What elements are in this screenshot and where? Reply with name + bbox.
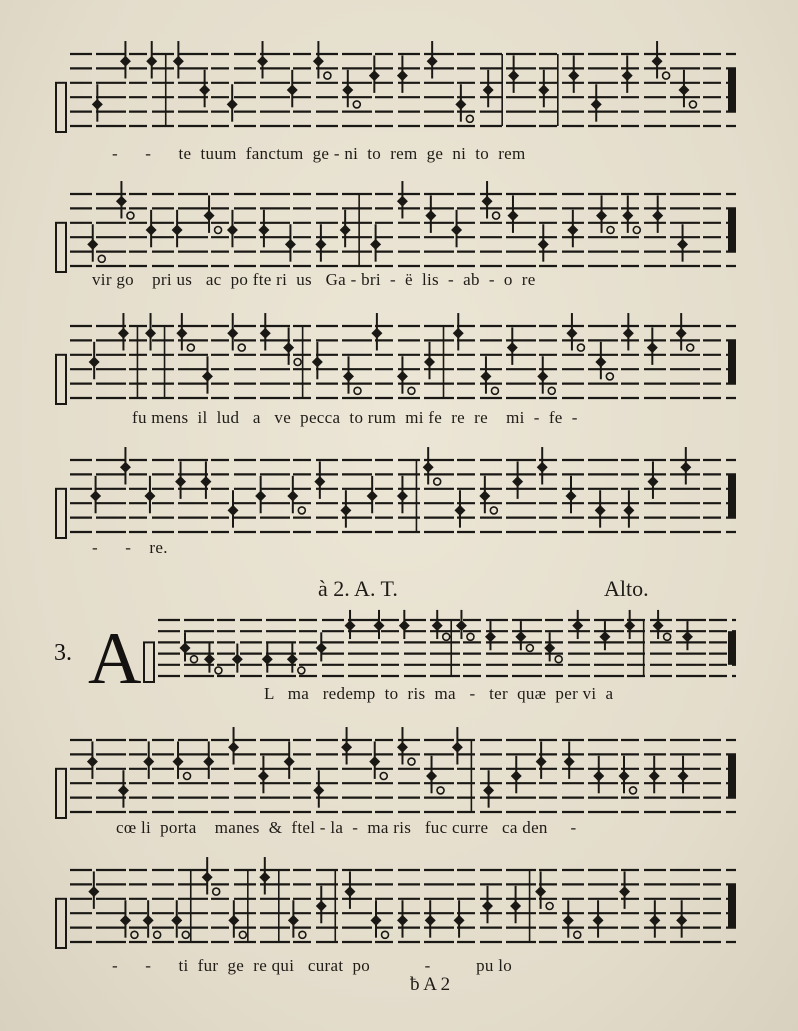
music-system-5 (140, 606, 742, 703)
note-glyph (316, 886, 327, 923)
lyric-line: vir go pri us ac po fte ri us Ga - bri - ë lis - ab - o re (92, 270, 536, 289)
note-glyph (227, 313, 245, 351)
note-glyph (92, 84, 103, 121)
note-glyph (453, 313, 464, 350)
note-glyph (232, 644, 243, 673)
note-glyph (508, 55, 519, 92)
note-glyph (89, 342, 100, 379)
lyric-line: L ma redemp to ris ma - ter quæ per vi a (264, 684, 614, 703)
note-glyph (647, 461, 658, 498)
note-glyph (596, 195, 614, 233)
note-glyph (425, 900, 436, 937)
note-glyph (284, 741, 295, 778)
note-glyph (202, 356, 213, 393)
note-glyph (515, 621, 533, 651)
note-glyph (623, 313, 634, 350)
note-glyph (423, 447, 441, 485)
staff (140, 606, 742, 686)
end-bar (728, 340, 736, 383)
note-glyph (456, 610, 474, 640)
note-glyph (374, 610, 385, 639)
note-glyph (622, 55, 633, 92)
note-glyph (173, 41, 184, 78)
note-glyph (204, 644, 222, 674)
note-glyph (432, 610, 450, 640)
note-glyph (479, 476, 497, 514)
note-glyph (227, 84, 238, 121)
note-glyph (285, 224, 296, 261)
note-glyph (87, 741, 98, 778)
note-glyph (507, 195, 518, 232)
note-glyph (146, 41, 157, 78)
note-glyph (454, 490, 465, 527)
end-bar (728, 208, 736, 251)
note-glyph (480, 356, 498, 394)
note-glyph (200, 461, 211, 498)
note-glyph (510, 886, 521, 923)
note-glyph (313, 41, 331, 79)
note-glyph (652, 41, 670, 79)
note-glyph (288, 900, 306, 938)
note-glyph (427, 41, 438, 78)
note-glyph (538, 70, 549, 107)
note-glyph (145, 313, 156, 350)
note-glyph (367, 476, 378, 513)
note-glyph (399, 610, 410, 639)
note-glyph (397, 356, 415, 394)
clef-mark (56, 899, 66, 948)
note-glyph (228, 900, 246, 938)
note-glyph (369, 741, 387, 779)
music-system-7 (52, 856, 742, 975)
note-glyph (173, 741, 191, 779)
note-glyph (344, 871, 355, 908)
note-glyph (544, 632, 562, 662)
note-glyph (371, 900, 389, 938)
note-glyph (287, 476, 305, 514)
note-glyph (535, 871, 553, 909)
staff (52, 40, 742, 136)
signature-mark: ƀ A 2 (410, 974, 451, 995)
music-system-6 (52, 726, 742, 837)
note-glyph (88, 871, 99, 908)
note-glyph (370, 224, 381, 261)
note-glyph (567, 210, 578, 247)
note-glyph (678, 756, 689, 793)
note-glyph (483, 70, 494, 107)
note-glyph (315, 224, 326, 261)
note-glyph (649, 900, 660, 937)
note-glyph (118, 770, 129, 807)
note-glyph (90, 476, 101, 513)
note-glyph (258, 756, 269, 793)
note-glyph (624, 610, 635, 639)
note-glyph (426, 756, 444, 794)
note-glyph (563, 900, 581, 938)
note-glyph (451, 210, 462, 247)
note-glyph (340, 210, 351, 247)
note-glyph (257, 41, 268, 78)
note-glyph (647, 327, 658, 364)
note-glyph (146, 210, 157, 247)
note-glyph (179, 632, 197, 662)
note-glyph (340, 490, 351, 527)
note-glyph (316, 632, 327, 661)
note-glyph (455, 84, 473, 122)
note-glyph (482, 181, 500, 219)
note-glyph (314, 461, 325, 498)
note-glyph (568, 55, 579, 92)
note-glyph (312, 342, 323, 379)
note-glyph (199, 70, 210, 107)
note-glyph (485, 621, 496, 650)
note-glyph (622, 195, 640, 233)
note-glyph (652, 195, 663, 232)
part-heading: Alto. (604, 576, 649, 601)
note-glyph (116, 181, 134, 219)
end-bar (728, 474, 736, 517)
note-glyph (203, 741, 214, 778)
note-glyph (676, 313, 694, 351)
note-glyph (595, 490, 606, 527)
note-glyph (228, 727, 239, 764)
music-system-2 (52, 180, 742, 289)
note-glyph (482, 886, 493, 923)
lyric-line: fu mens il lud a ve pecca to rum mi fe re re mi - fe - (132, 408, 578, 427)
note-glyph (564, 741, 575, 778)
note-glyph (397, 55, 408, 92)
note-glyph (425, 195, 436, 232)
music-system-1 (52, 40, 742, 163)
note-glyph (341, 727, 352, 764)
note-glyph (171, 900, 189, 938)
note-glyph (176, 313, 194, 351)
note-glyph (144, 476, 155, 513)
staff (52, 856, 742, 952)
note-glyph (287, 70, 298, 107)
note-glyph (371, 313, 382, 350)
note-glyph (369, 55, 380, 92)
decorated-initial: A (88, 618, 142, 700)
note-glyph (536, 741, 547, 778)
note-glyph (623, 490, 634, 527)
note-glyph (283, 327, 301, 365)
clef-mark (56, 355, 66, 404)
note-glyph (649, 756, 660, 793)
note-glyph (204, 195, 222, 233)
note-glyph (258, 210, 269, 247)
note-glyph (593, 900, 604, 937)
clef-mark (56, 769, 66, 818)
note-glyph (202, 857, 220, 895)
lyric-line: - - te tuum fanctum ge - ni to rem ge ni to rem (112, 144, 526, 163)
note-glyph (227, 210, 238, 247)
note-glyph (452, 727, 463, 764)
note-glyph (678, 70, 696, 108)
staff (52, 726, 742, 822)
note-glyph (591, 84, 602, 121)
note-glyph (566, 313, 584, 351)
note-glyph (677, 224, 688, 261)
note-glyph (537, 447, 548, 484)
note-glyph (397, 476, 408, 513)
note-glyph (511, 756, 522, 793)
note-glyph (507, 327, 518, 364)
staff (52, 312, 742, 408)
note-glyph (143, 900, 161, 938)
clef-mark (56, 83, 66, 132)
end-bar (728, 884, 736, 927)
note-glyph (599, 621, 610, 650)
lyric-line: - - re. (92, 538, 168, 557)
lyric-line: - - ti fur ge re qui curat po - pu lo (112, 956, 513, 975)
staff (52, 446, 742, 542)
note-glyph (227, 490, 238, 527)
clef-mark (144, 642, 154, 682)
note-glyph (345, 610, 356, 639)
note-glyph (172, 210, 183, 247)
note-glyph (566, 476, 577, 513)
note-glyph (262, 644, 273, 673)
note-glyph (397, 181, 408, 218)
note-glyph (118, 313, 129, 350)
voices-heading: à 2. A. T. (318, 576, 398, 601)
clef-mark (56, 223, 66, 272)
note-glyph (593, 756, 604, 793)
note-glyph (87, 224, 105, 262)
note-glyph (120, 900, 138, 938)
end-bar (728, 631, 736, 665)
note-glyph (120, 447, 131, 484)
piece-number: 3. (54, 640, 72, 666)
note-glyph (619, 871, 630, 908)
note-glyph (343, 356, 361, 394)
note-glyph (483, 770, 494, 807)
note-glyph (680, 447, 691, 484)
staff (52, 180, 742, 276)
note-glyph (313, 770, 324, 807)
note-glyph (260, 313, 271, 350)
music-system-3 (52, 312, 742, 427)
note-glyph (397, 900, 408, 937)
note-glyph (397, 727, 415, 765)
music-system-4 (52, 446, 742, 557)
clef-mark (56, 489, 66, 538)
note-glyph (424, 342, 435, 379)
note-glyph (572, 610, 583, 639)
note-glyph (682, 621, 693, 650)
note-glyph (653, 610, 671, 640)
note-glyph (454, 900, 465, 937)
note-glyph (143, 741, 154, 778)
note-glyph (595, 342, 613, 380)
note-glyph (676, 900, 687, 937)
note-glyph (259, 857, 270, 894)
note-glyph (287, 644, 305, 674)
note-glyph (255, 476, 266, 513)
end-bar (728, 68, 736, 111)
note-glyph (342, 70, 360, 108)
note-glyph (512, 461, 523, 498)
lyric-line: cœ li porta manes & ftel - la - ma ris fuc curre ca den - (116, 818, 577, 837)
note-glyph (538, 224, 549, 261)
note-glyph (175, 461, 186, 498)
end-bar (728, 754, 736, 797)
note-glyph (120, 41, 131, 78)
note-glyph (537, 356, 555, 394)
note-glyph (619, 756, 637, 794)
